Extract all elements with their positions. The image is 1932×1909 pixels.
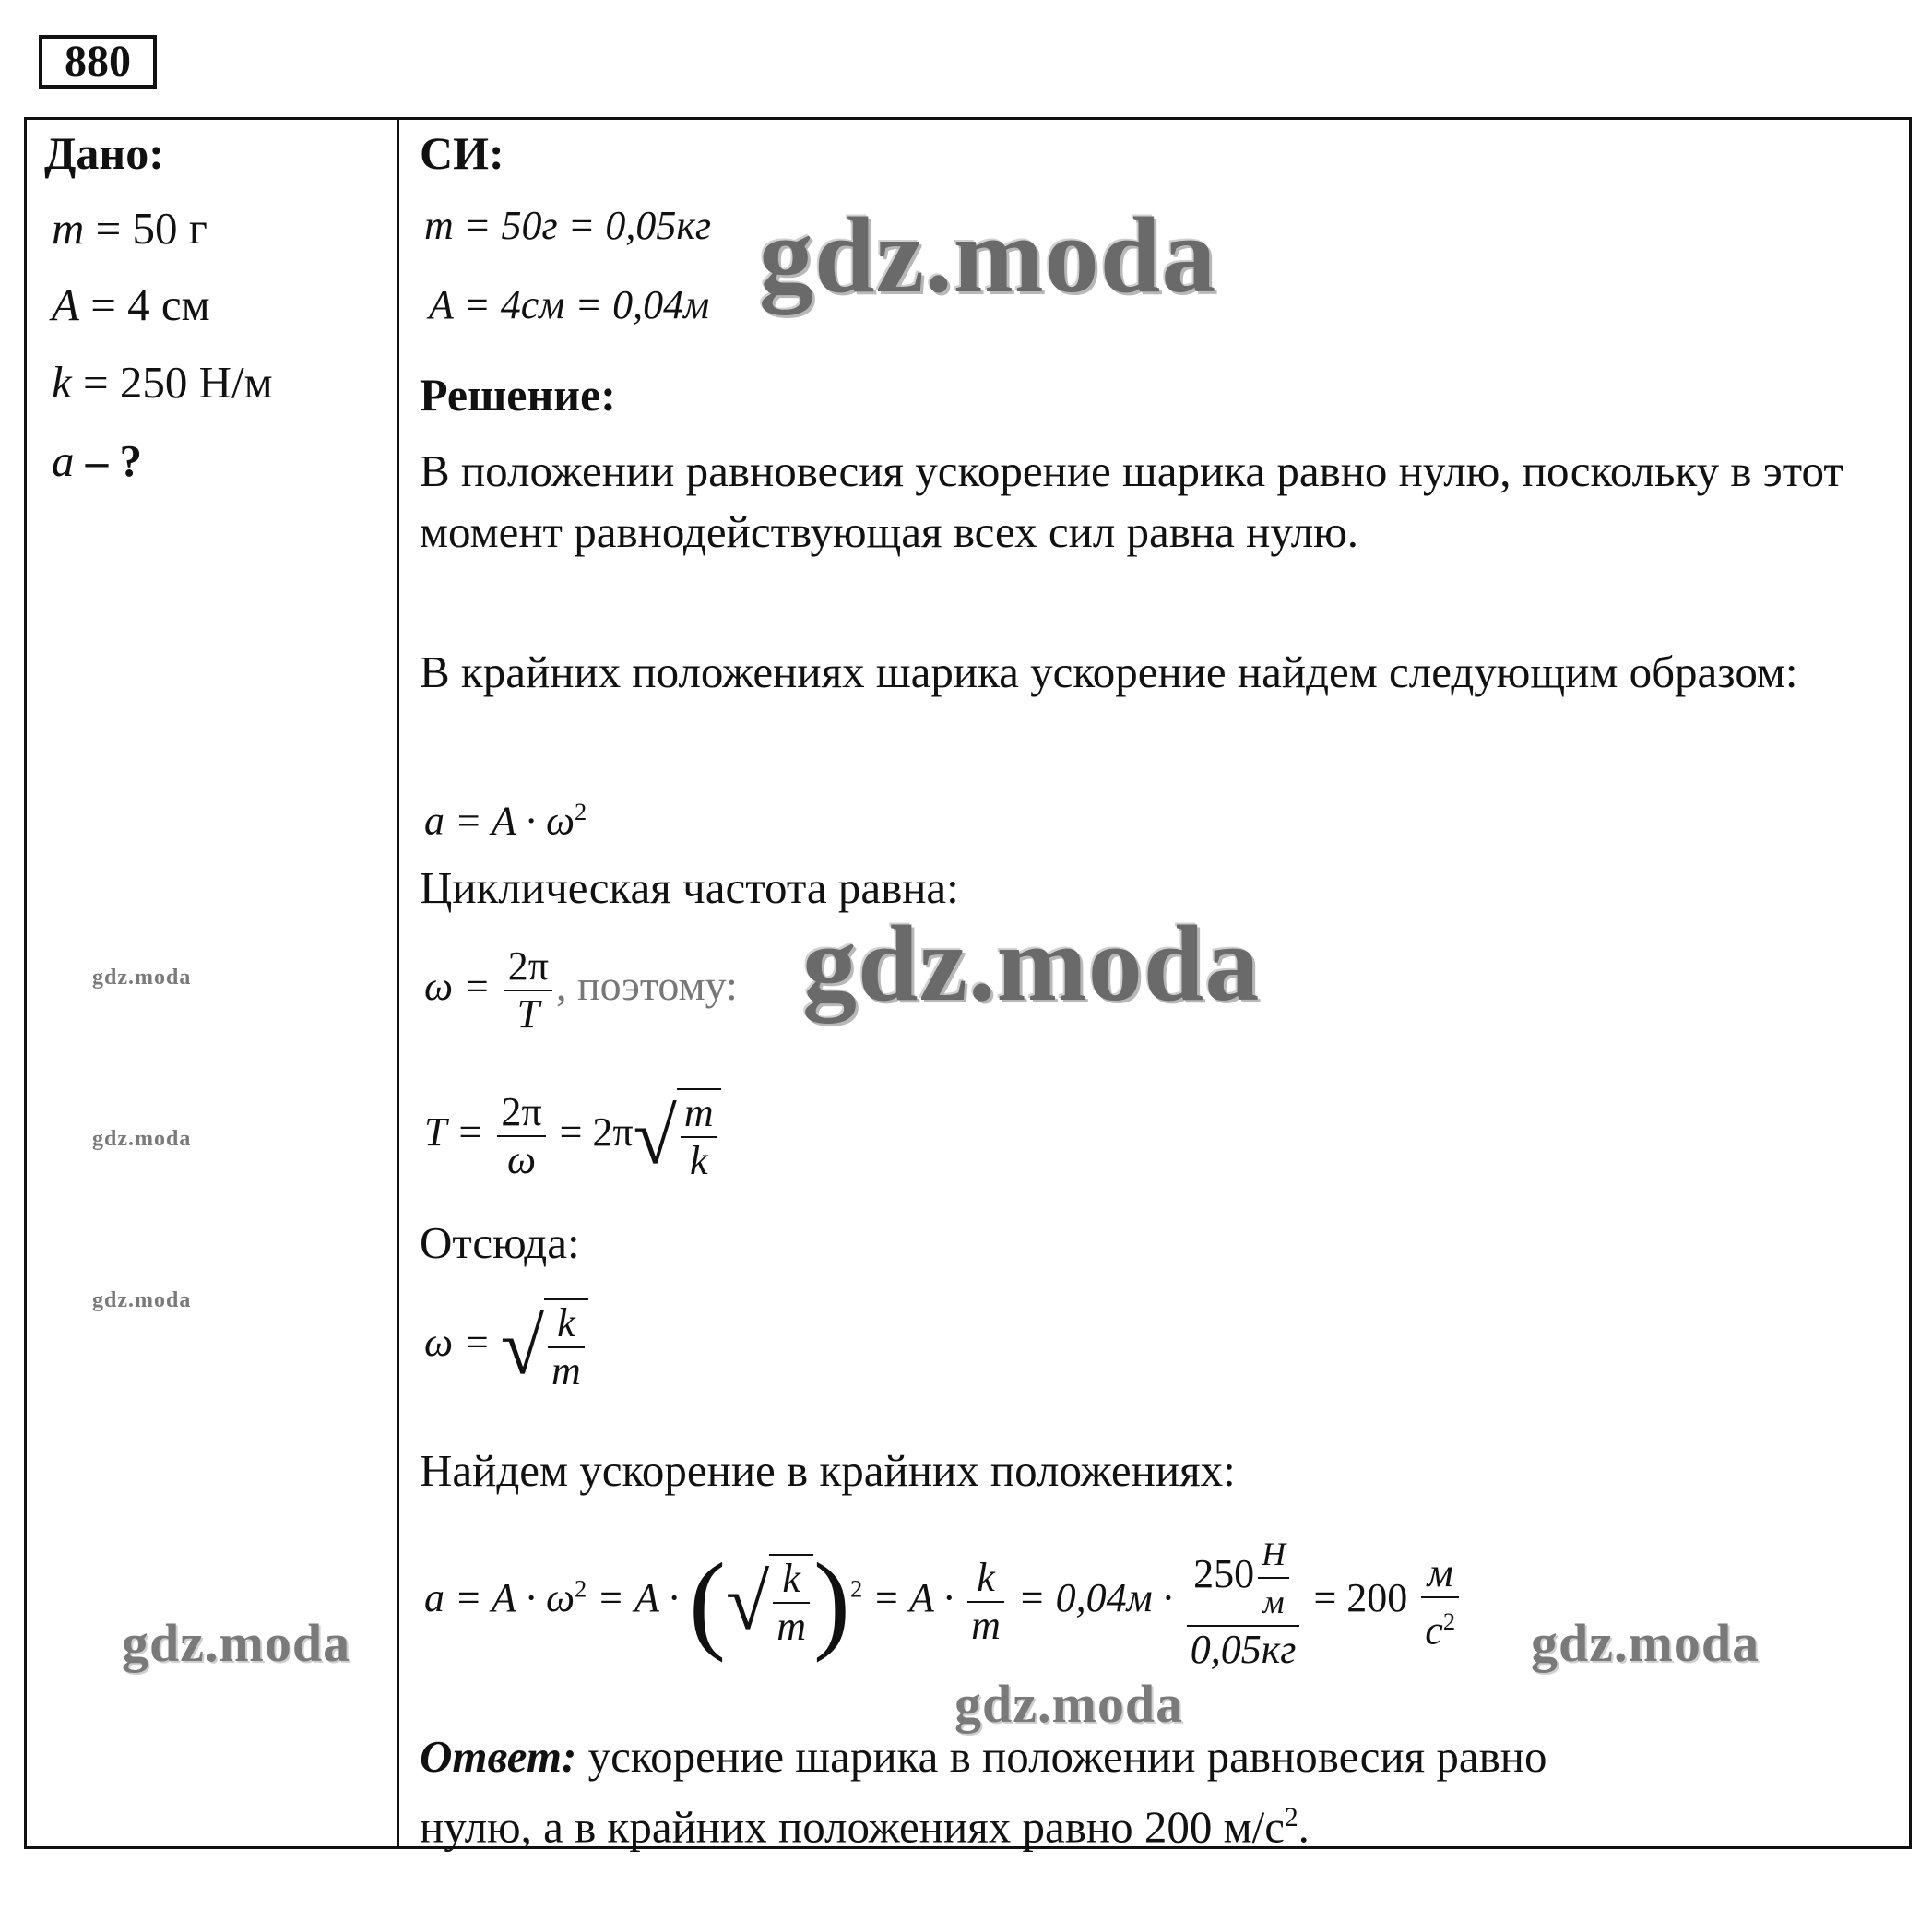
watermark-small-1: gdz.moda <box>92 966 192 990</box>
si-heading: СИ: <box>420 127 504 179</box>
watermark-bottom: gdz.moda <box>954 1674 1184 1734</box>
given-mass: m = 50 г <box>52 203 207 254</box>
watermark-small-2: gdz.moda <box>92 1127 192 1151</box>
given-heading: Дано: <box>44 127 164 179</box>
solution-heading: Решение: <box>420 369 616 421</box>
solution-paragraph-3: Циклическая частота равна: <box>420 862 959 913</box>
answer-line-1: Ответ: ускорение шарика в положении равновесия равно <box>420 1731 1547 1782</box>
solution-paragraph-5: Найдем ускорение в крайних положениях: <box>420 1445 1236 1496</box>
watermark-big-middle: gdz.moda <box>802 903 1261 1024</box>
formula-omega-def: ω = $\frac{2\pi}{T}$ , поэтому: <box>424 943 738 1037</box>
solution-paragraph-2: В крайних положениях шарика ускорение найдем следующим образом: <box>420 646 1798 697</box>
watermark-big-top: gdz.moda <box>759 195 1217 315</box>
watermark-right: gdz.moda <box>1531 1613 1760 1673</box>
si-amplitude: A = 4см = 0,04м <box>429 282 710 327</box>
solution-paragraph-4: Отсюда: <box>420 1217 580 1268</box>
formula-final: $a = A \cdot \omega^2 = A$ · (√ $\frac{k}{m}$ )$^2$ = A · $\frac{k}{m}$ = 0,04м · 250 $\frac{Н}{м}$ 0,05кг = 200 $\frac{м}{с^2}$ <box>424 1531 1463 1673</box>
formula-omega-sqrt: ω = √ $\frac{k}{m}$ <box>424 1298 588 1394</box>
given-unknown: a – ? <box>52 435 142 486</box>
si-mass: m = 50г = 0,05кг <box>424 203 712 248</box>
watermark-left: gdz.moda <box>122 1613 351 1673</box>
watermark-small-3: gdz.moda <box>92 1288 192 1312</box>
answer-line-2: нулю, а в крайних положениях равно 200 $м/с^2$. <box>420 1801 1310 1853</box>
formula-a-omega: $a = A \cdot \omega^2$ <box>424 798 587 844</box>
problem-number: 880 <box>39 35 157 89</box>
formula-period: T = $\frac{2\pi}{\omega}$ = 2π√ $\frac{m}{k}$ <box>424 1088 721 1184</box>
given-stiffness: k = 250 Н/м <box>52 357 273 408</box>
solution-paragraph-1: В положении равновесия ускорение шарика равно нулю, поскольку в этот момент равнодействующая всех сил равна нулю. <box>420 445 1843 557</box>
given-amplitude: A = 4 см <box>52 279 210 330</box>
column-divider <box>397 117 399 1849</box>
